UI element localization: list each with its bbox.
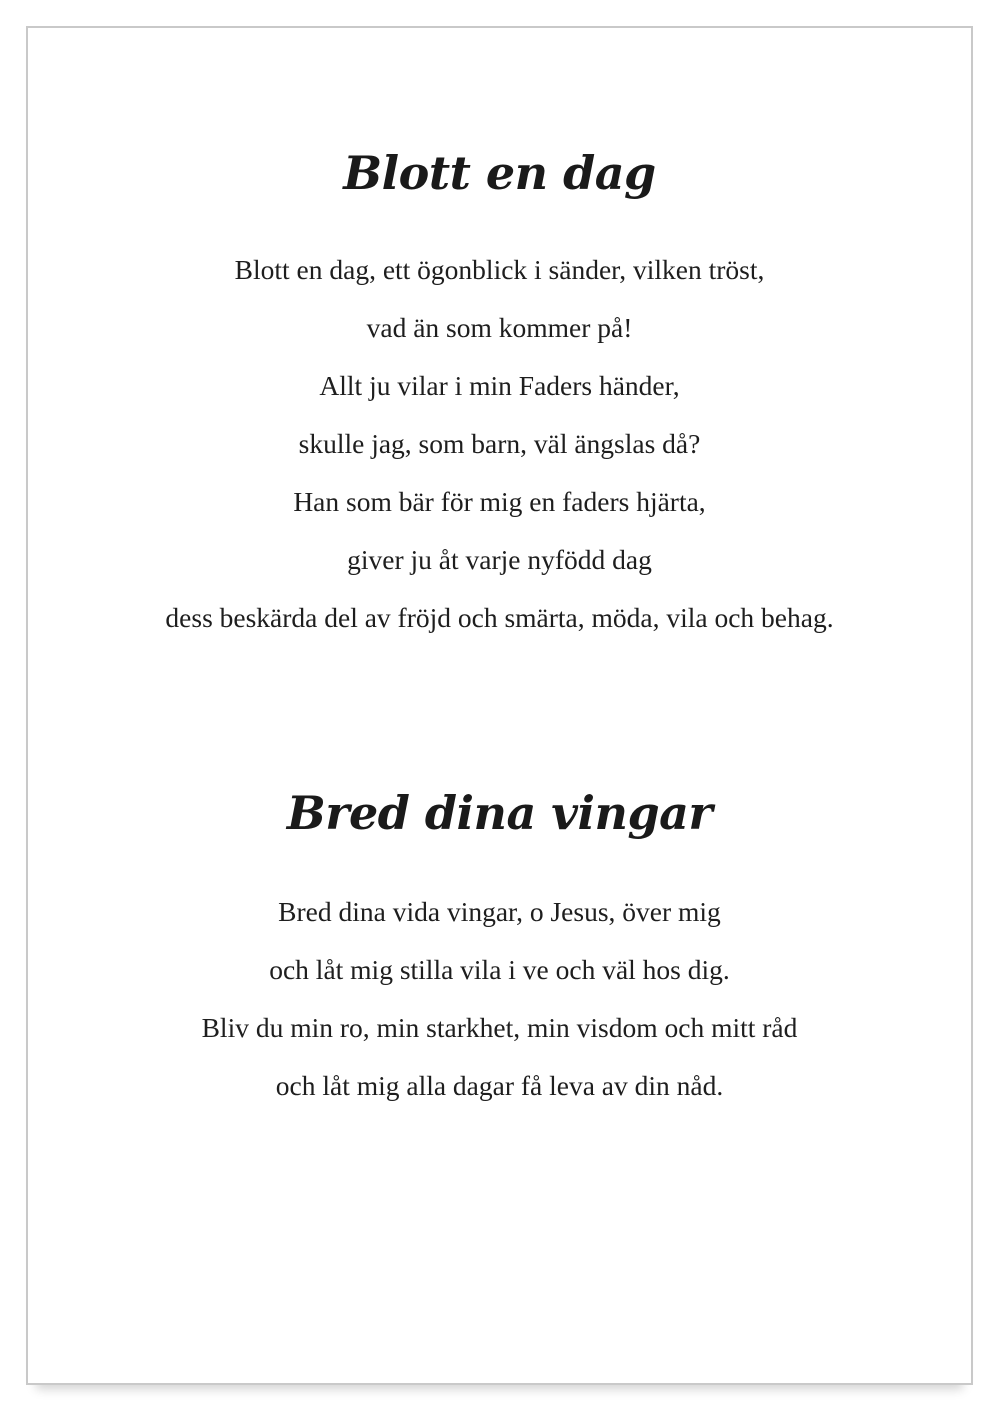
- poem-title-blott-en-dag: Blott en dag: [343, 146, 656, 200]
- verse-line: och låt mig alla dagar få leva av din nåd.: [275, 1070, 724, 1101]
- verse-line: och låt mig stilla vila i ve och väl hos dig.: [269, 954, 730, 985]
- verse-line: skulle jag, som barn, väl ängslas då?: [298, 428, 701, 459]
- verse-line: Blott en dag, ett ögonblick i sänder, vilken tröst,: [234, 254, 765, 285]
- verse-line: giver ju åt varje nyfödd dag: [347, 544, 652, 575]
- verse-line: Allt ju vilar i min Faders händer,: [319, 370, 680, 401]
- verse-line: Han som bär för mig en faders hjärta,: [293, 486, 706, 517]
- poem-verse-blott-en-dag: [28, 241, 971, 647]
- verse-line: dess beskärda del av fröjd och smärta, möda, vila och behag.: [165, 602, 834, 633]
- poem-verse-bred-dina-vingar: [28, 883, 971, 1115]
- verse-line: vad än som kommer på!: [366, 312, 633, 343]
- poem-title-bred-dina-vingar: Bred dina vingar: [286, 786, 713, 840]
- verse-line: Bliv du min ro, min starkhet, min visdom och mitt råd: [201, 1012, 798, 1043]
- document-page: [26, 26, 973, 1385]
- verse-line: Bred dina vida vingar, o Jesus, över mig: [278, 896, 721, 927]
